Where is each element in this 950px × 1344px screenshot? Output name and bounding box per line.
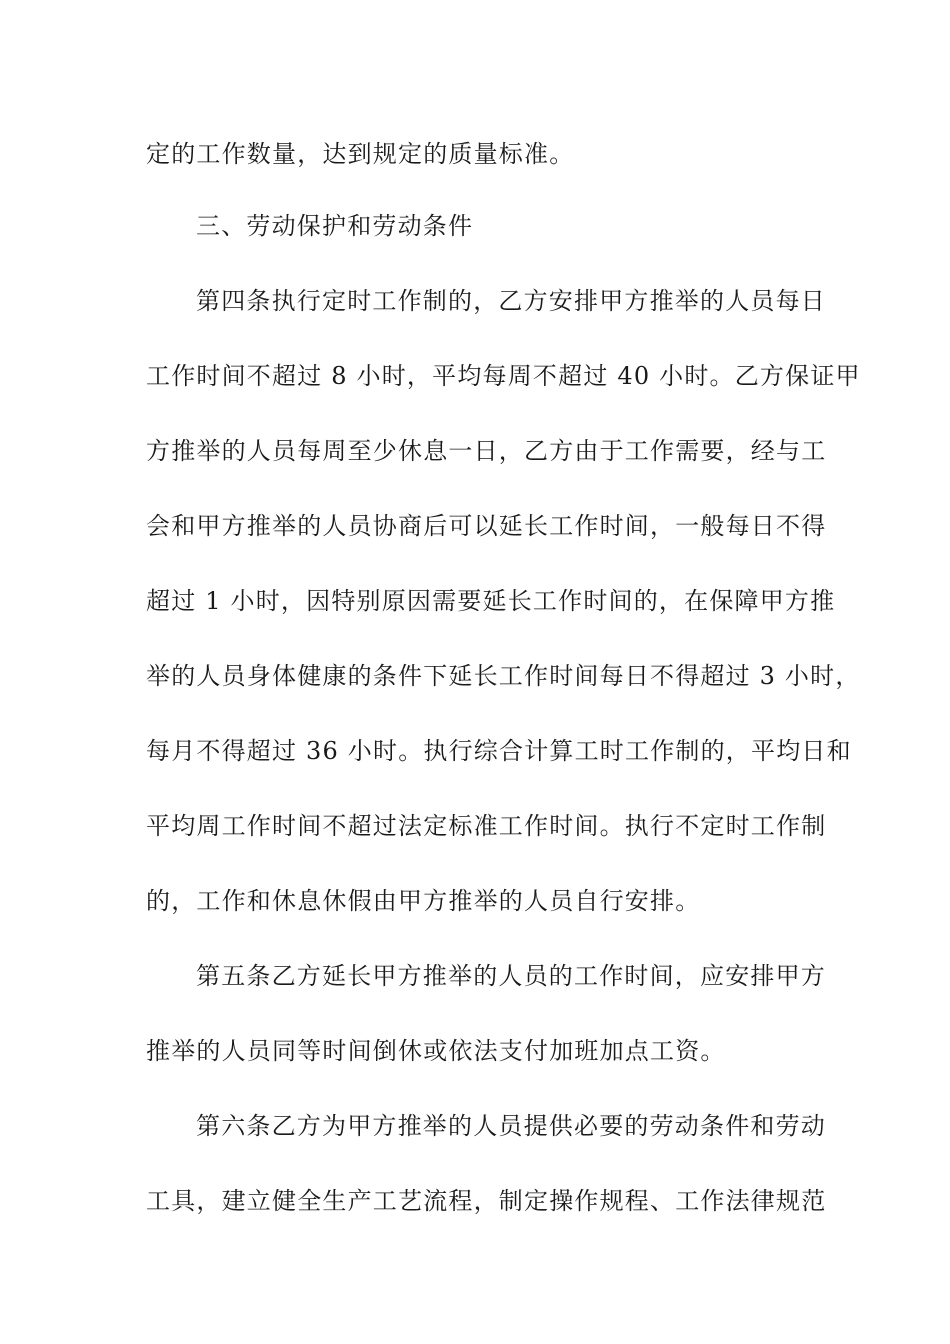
text-line: 超过 1 小时，因特别原因需要延长工作时间的，在保障甲方推 (146, 587, 836, 615)
text-line: 的，工作和休息休假由甲方推举的人员自行安排。 (146, 887, 701, 915)
text-line: 每月不得超过 36 小时。执行综合计算工时工作制的，平均日和 (146, 737, 852, 765)
text-line: 第四条执行定时工作制的，乙方安排甲方推举的人员每日 (196, 287, 826, 315)
text-line: 工具，建立健全生产工艺流程，制定操作规程、工作法律规范 (146, 1187, 827, 1215)
text-line: 定的工作数量，达到规定的质量标准。 (146, 140, 575, 168)
text-line: 推举的人员同等时间倒休或依法支付加班加点工资。 (146, 1037, 726, 1065)
text-line: 第五条乙方延长甲方推举的人员的工作时间，应安排甲方 (196, 962, 826, 990)
text-line: 平均周工作时间不超过法定标准工作时间。执行不定时工作制 (146, 812, 827, 840)
text-line: 会和甲方推举的人员协商后可以延长工作时间，一般每日不得 (146, 512, 827, 540)
text-line: 方推举的人员每周至少休息一日，乙方由于工作需要，经与工 (146, 437, 827, 465)
text-line: 工作时间不超过 8 小时，平均每周不超过 40 小时。乙方保证甲 (146, 362, 861, 390)
text-line: 举的人员身体健康的条件下延长工作时间每日不得超过 3 小时， (146, 662, 861, 690)
section-heading: 三、劳动保护和劳动条件 (196, 212, 474, 240)
text-line: 第六条乙方为甲方推举的人员提供必要的劳动条件和劳动 (196, 1112, 826, 1140)
